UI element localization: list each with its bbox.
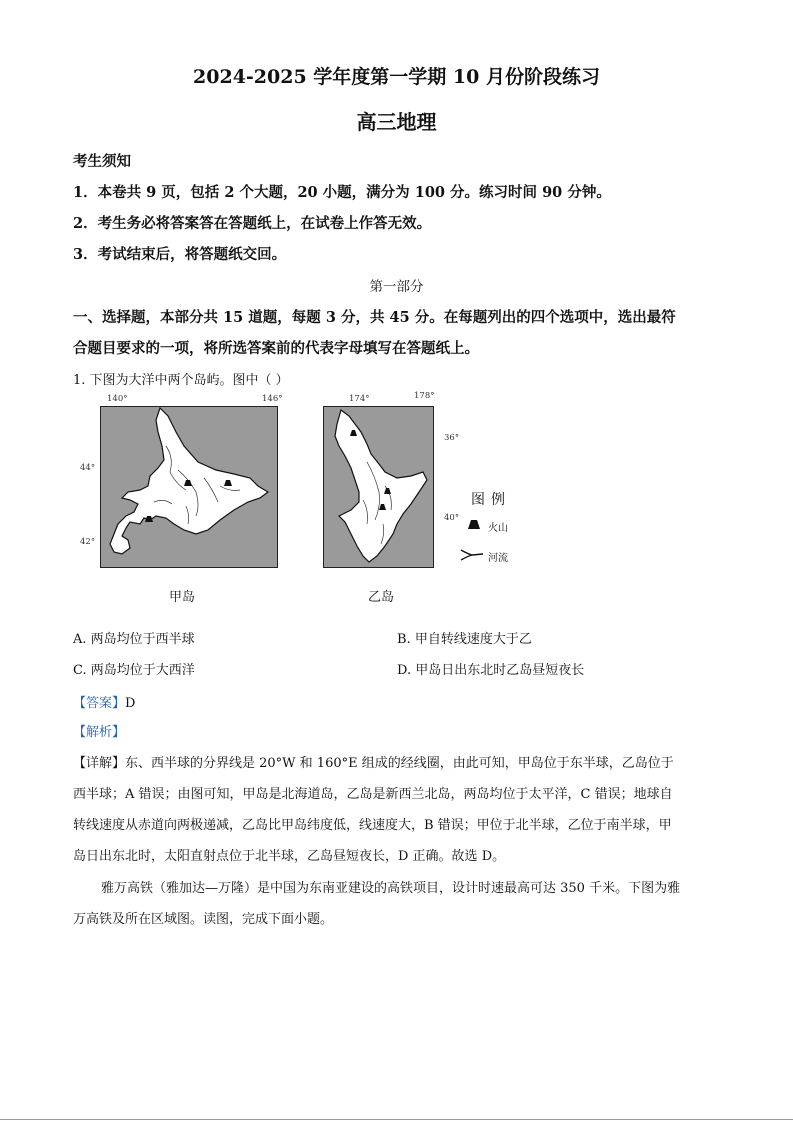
question-stem: 1. 下图为大洋中两个岛屿。图中（ ）: [73, 373, 289, 388]
option-a: A. 两岛均位于西半球: [73, 632, 195, 647]
latitude-label: 36°: [444, 433, 460, 443]
option-d: D. 甲岛日出东北时乙岛昼短夜长: [397, 663, 585, 678]
passage-line: 雅万高铁（雅加达—万隆）是中国为东南亚建设的高铁项目，设计时速最高可达 350 千米。下图为雅: [101, 881, 681, 896]
detail-line: 岛日出东北时，太阳直射点位于北半球，乙岛昼短夜长，D 正确。故选 D。: [73, 849, 506, 864]
notice-heading: 考生须知: [73, 153, 131, 170]
latitude-label: 44°: [80, 463, 96, 473]
option-c: C. 两岛均位于大西洋: [73, 663, 195, 678]
longitude-label: 140°: [107, 394, 128, 404]
map-caption-jia: 甲岛: [169, 590, 196, 605]
latitude-label: 40°: [444, 513, 460, 523]
passage-line: 万高铁及所在区域图。读图，完成下面小题。: [73, 912, 334, 927]
longitude-label: 174°: [349, 394, 370, 404]
detail-line: 【详解】东、西半球的分界线是 20°W 和 160°E 组成的经线圈，由此可知，甲岛位于东半球，乙岛位于: [73, 756, 674, 771]
river-icon: [460, 547, 484, 561]
island-jia-figure: [100, 406, 278, 568]
legend-river-label: 河流: [488, 553, 508, 564]
notice-item: 3．考试结束后，将答题纸交回。: [73, 246, 287, 263]
longitude-label: 146°: [262, 394, 283, 404]
page-title: 2024-2025 学年度第一学期 10 月份阶段练习: [193, 66, 600, 88]
map-island-yi: [323, 406, 434, 568]
part-title: 第一部分: [369, 279, 424, 295]
legend-title: 图例: [471, 492, 511, 508]
analysis-label: 【解析】: [73, 725, 126, 740]
detail-line: 转线速度从赤道向两极递减，乙岛比甲岛纬度低，线速度大，B 错误；甲位于北半球，乙位于南半球，甲: [73, 818, 672, 833]
legend-volcano-label: 火山: [488, 523, 508, 534]
answer-value: D: [125, 696, 136, 711]
option-b: B. 甲自转线速度大于乙: [397, 632, 532, 647]
page-subtitle: 高三地理: [356, 110, 437, 134]
section-instruction-line: 合题目要求的一项，将所选答案前的代表字母填写在答题纸上。: [73, 340, 479, 357]
island-yi-figure: [323, 406, 434, 568]
notice-item: 2．考生务必将答案答在答题纸上，在试卷上作答无效。: [73, 215, 432, 232]
volcano-icon: [466, 518, 482, 530]
latitude-label: 42°: [80, 537, 96, 547]
page-bottom-rule: [0, 1119, 793, 1120]
detail-line: 西半球；A 错误；由图可知，甲岛是北海道岛，乙岛是新西兰北岛，两岛均位于太平洋，C 错误；地球自: [73, 787, 673, 802]
map-caption-yi: 乙岛: [368, 590, 395, 605]
answer-row: [73, 692, 135, 711]
section-instruction-line: 一、选择题，本部分共 15 道题，每题 3 分，共 45 分。在每题列出的四个选项中，选出最符: [73, 309, 676, 326]
map-island-jia: [100, 406, 278, 568]
notice-item: 1．本卷共 9 页，包括 2 个大题，20 小题，满分为 100 分。练习时间 90 分钟。: [73, 184, 611, 201]
answer-label: 【答案】: [73, 696, 126, 711]
longitude-label: 178°: [414, 391, 435, 401]
